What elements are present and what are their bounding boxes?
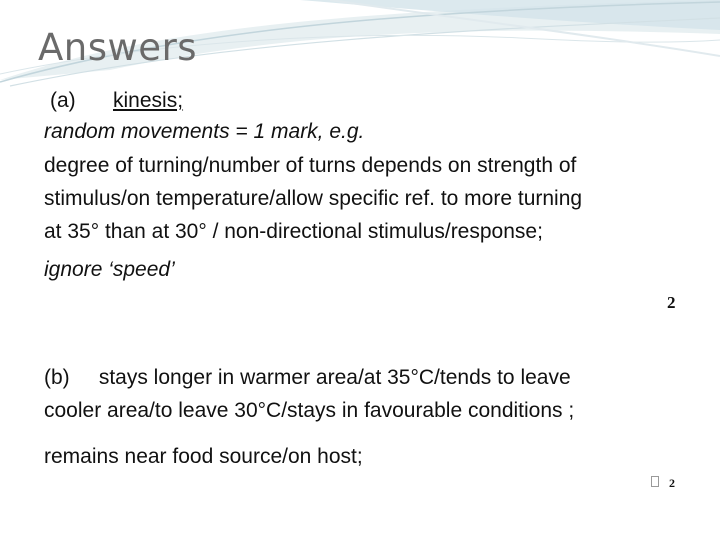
part-b-line-1: (b) stays longer in warmer area/at 35°C/tends to leave bbox=[44, 366, 571, 389]
part-a-note: ignore ‘speed’ bbox=[44, 258, 175, 281]
part-a-line-4: at 35° than at 30° / non-directional stimulus/response; bbox=[44, 220, 543, 243]
part-a-label: (a) bbox=[50, 89, 76, 112]
part-a-answer: kinesis; bbox=[113, 89, 184, 112]
part-b-line-2: cooler area/to leave 30°C/stays in favourable conditions ; bbox=[44, 399, 575, 422]
part-a-line-3: stimulus/on temperature/allow specific ref. to more turning bbox=[44, 187, 583, 210]
slide-title: Answers bbox=[38, 26, 198, 69]
part-a-line-2: degree of turning/number of turns depends on strength of bbox=[44, 154, 577, 177]
part-b-line-3: remains near food source/on host; bbox=[44, 445, 363, 468]
missing-glyph-icon bbox=[651, 476, 659, 487]
part-b-marks: 2 bbox=[669, 476, 675, 490]
part-a-line-1: random movements = 1 mark, e.g. bbox=[44, 120, 365, 143]
part-a-marks: 2 bbox=[667, 293, 676, 312]
